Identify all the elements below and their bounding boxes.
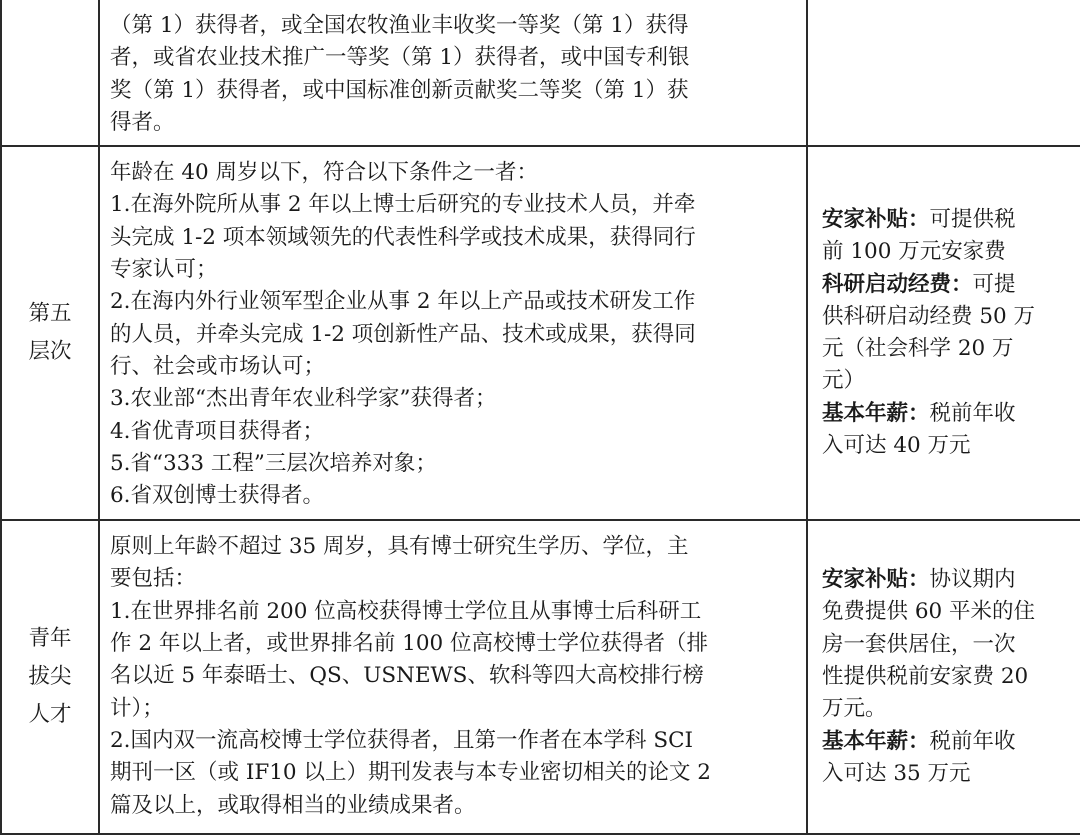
level-label-line: 人才 [28,702,72,728]
requirement-line: 5.省“333 工程”三层次培养对象； [110,450,437,476]
requirement-line: （第 1）获得者，或全国农牧渔业丰收奖一等奖（第 1）获得 [110,13,689,38]
benefit-line [822,301,1070,333]
benefits-cell [807,146,1080,520]
requirement-line: 要包括： [110,566,197,592]
requirement-line: 2.在海内外行业领军型企业从事 2 年以上产品或技术研发工作 [110,289,696,315]
benefit-line [822,333,1070,365]
benefit-text: 税前年收 [929,728,1016,754]
requirement-line: 期刊一区（或 IF10 以上）期刊发表与本专业密切相关的论文 2 [110,760,711,786]
benefit-line [822,629,1070,661]
table-row [1,520,1080,834]
benefit-line [822,236,1070,268]
level-label-line: 第五 [28,301,72,327]
requirement-line: 篇及以上，或取得相当的业绩成果者。 [110,792,476,818]
benefit-text: 入可达 40 万元 [822,433,971,459]
benefit-text: 可提 [972,271,1016,297]
benefit-line [822,365,1070,397]
benefit-heading: 基本年薪： [822,728,930,754]
benefits-cell [807,0,1080,146]
requirements-cell [99,520,807,834]
benefit-line [822,661,1070,693]
benefit-text: 供科研启动经费 50 万 [822,303,1036,329]
benefit-line [822,430,1070,462]
level-cell [1,520,99,834]
benefits-cell [807,520,1080,834]
benefit-text: 入可达 35 万元 [822,760,971,786]
benefit-heading: 科研启动经费： [822,271,973,297]
benefit-text: 房一套供居住，一次 [822,631,1016,657]
requirement-line: 者，或省农业技术推广一等奖（第 1）获得者，或中国专利银 [110,45,690,71]
requirement-line: 的人员，并牵头完成 1-2 项创新性产品、技术或成果，获得同 [110,321,696,347]
requirements-cell [99,0,807,146]
requirement-line: 6.省双创博士获得者。 [110,483,325,509]
benefit-heading: 基本年薪： [822,400,930,426]
requirement-line: 1.在世界排名前 200 位高校获得博士学位且从事博士后科研工 [110,598,702,624]
requirement-line: 4.省优青项目获得者； [110,418,325,444]
benefit-text: 前 100 万元安家费 [822,239,1006,265]
benefit-line [822,726,1070,758]
requirement-line: 专家认可； [110,257,218,283]
requirement-line: 3.农业部“杰出青年农业科学家”获得者； [110,386,497,412]
requirement-line: 行、社会或市场认可； [110,353,326,379]
requirement-line: 作 2 年以上者，或世界排名前 100 位高校博士学位获得者（排 [110,631,709,657]
level-label-line: 层次 [28,339,72,365]
benefit-line [822,564,1070,596]
requirement-line: 2.国内双一流高校博士学位获得者，且第一作者在本学科 SCI [110,727,694,753]
level-label-line: 拔尖 [28,664,72,690]
requirement-line: 原则上年龄不超过 35 周岁，具有博士研究生学历、学位，主 [110,534,689,560]
benefit-line [822,596,1070,628]
benefit-text: 元） [822,368,866,394]
level-cell [1,146,99,520]
requirement-line: 奖（第 1）获得者，或中国标准创新贡献奖二等奖（第 1）获 [110,77,689,103]
benefit-line [822,693,1070,725]
benefit-heading: 安家补贴： [822,207,930,232]
benefit-text: 可提供税 [929,207,1016,232]
level-label-line: 青年 [28,626,72,652]
benefit-line [822,758,1070,790]
benefit-heading: 安家补贴： [822,567,930,593]
requirement-line: 名以近 5 年泰晤士、QS、USNEWS、软科等四大高校排行榜 [110,663,704,689]
requirement-line: 得者。 [110,109,175,135]
benefit-text: 元（社会科学 20 万 [822,336,1014,362]
benefit-text: 税前年收 [929,400,1016,426]
benefit-text: 性提供税前安家费 20 [822,664,1029,690]
table-row [1,0,1080,146]
benefit-text: 免费提供 60 平米的住 [822,599,1036,625]
table-row [1,146,1080,520]
benefit-line [822,204,1070,236]
benefit-line [822,269,1070,301]
level-cell [1,0,99,146]
benefit-text: 万元。 [822,696,887,722]
benefit-line [822,398,1070,430]
requirement-line: 1.在海外院所从事 2 年以上博士后研究的专业技术人员，并牵 [110,192,696,218]
benefit-text: 协议期内 [929,567,1016,593]
requirement-line: 头完成 1-2 项本领域领先的代表性科学或技术成果，获得同行 [110,224,696,250]
requirement-line: 计）； [110,695,164,721]
requirement-line: 年龄在 40 周岁以下，符合以下条件之一者： [110,160,539,186]
requirements-cell [99,146,807,520]
